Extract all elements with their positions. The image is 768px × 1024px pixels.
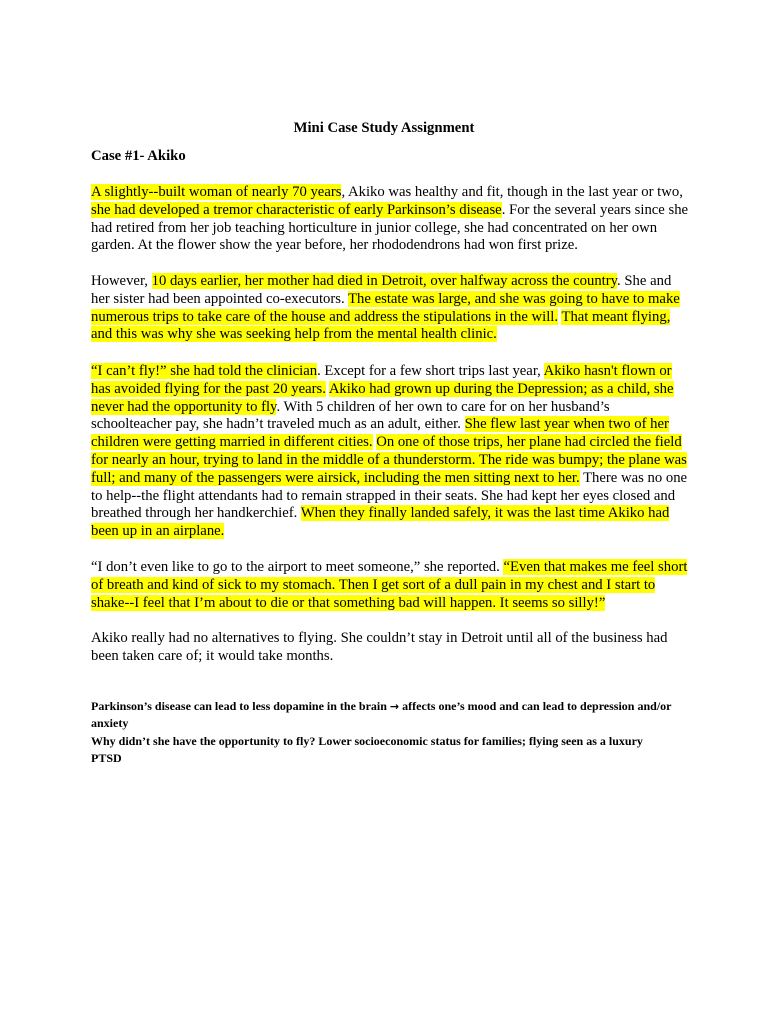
body-text: Akiko really had no alternatives to flying. She couldn’t stay in Detroit until all of the business had been taken care of; it would take months. [91,630,668,664]
highlighted-text: “I can’t fly!” she had told the clinician [91,363,318,379]
arrow-right-icon: → [389,700,400,713]
paragraph-2 [91,273,691,344]
page-title: Mini Case Study Assignment [293,120,475,136]
paragraph-3 [91,363,691,541]
body-text: . For the several years since she had retired from her job teaching horticulture in junior college, she had concentrated on her own garden. At the flower show the year before, her rhododendrons had won first prize. [91,201,689,254]
body-text: . Except for a few short trips last year, [317,363,544,379]
highlighted-text: The estate was large, and she was going to have to make numerous trips to take care of the house and address the stipulations in the will. [91,290,680,325]
highlighted-text: That meant flying, and this was why she was seeking help from the mental health clinic. [91,308,671,343]
case-heading: Case #1- Akiko [91,148,186,164]
body-text: . She and her sister had been appointed co-executors. [91,273,672,307]
paragraph-5 [91,630,691,666]
highlighted-text: A slightly--built woman of nearly 70 years [91,184,342,200]
highlighted-text: Akiko had grown up during the Depression; as a child, she never had the opportunity to fly [91,380,674,415]
paragraph-1 [91,184,691,255]
notes-section [91,698,691,767]
note-opportunity: Why didn’t she have the opportunity to fly? Lower socioeconomic status for families; flying seen as a luxury [91,733,643,748]
body-text: There was no one to help--the flight attendants had to remain strapped in their seats. She had kept her eyes closed and breathed through her handkerchief. [91,469,688,522]
body-text: , Akiko was healthy and fit, though in the last year or two, [341,184,683,200]
highlighted-text: She flew last year when two of her children were getting married in different cities. [91,416,669,451]
note-parkinsons [91,698,691,733]
note-parkinsons-effect: affects one’s mood and can lead to depression and/or anxiety [91,699,672,731]
highlighted-text: Akiko hasn't flown or has avoided flying for the past 20 years. [91,363,672,397]
highlighted-text: “Even that makes me feel short of breath and kind of sick to my stomach. Then I get sort of a dull pain in my chest and I start to shake--I feel that I’m about to die or that something bad will happen. It seems so silly!” [91,559,688,611]
paragraph-4 [91,559,691,612]
body-text: . With 5 children of her own to care for on her husband’s schoolteacher pay, she hadn’t traveled much as an adult, either. [91,398,610,433]
highlighted-text: 10 days earlier, her mother had died in Detroit, over halfway across the country [151,273,618,289]
body-text: However, [91,273,152,289]
body-text: “I don’t even like to go to the airport to meet someone,” she reported. [91,559,504,575]
highlighted-text: When they finally landed safely, it was the last time Akiko had been up in an airplane. [91,505,670,540]
note-ptsd: PTSD [91,750,122,765]
note-parkinsons-text: Parkinson’s disease can lead to less dopamine in the brain [91,699,390,713]
highlighted-text: she had developed a tremor characteristic of early Parkinson’s disease [91,201,502,218]
highlighted-text: On one of those trips, her plane had circled the field for nearly an hour, trying to land in the middle of a thunderstorm. The ride was bumpy; the plane was full; and many of the passengers were airsick, including the men sitting next to her. [91,434,687,486]
